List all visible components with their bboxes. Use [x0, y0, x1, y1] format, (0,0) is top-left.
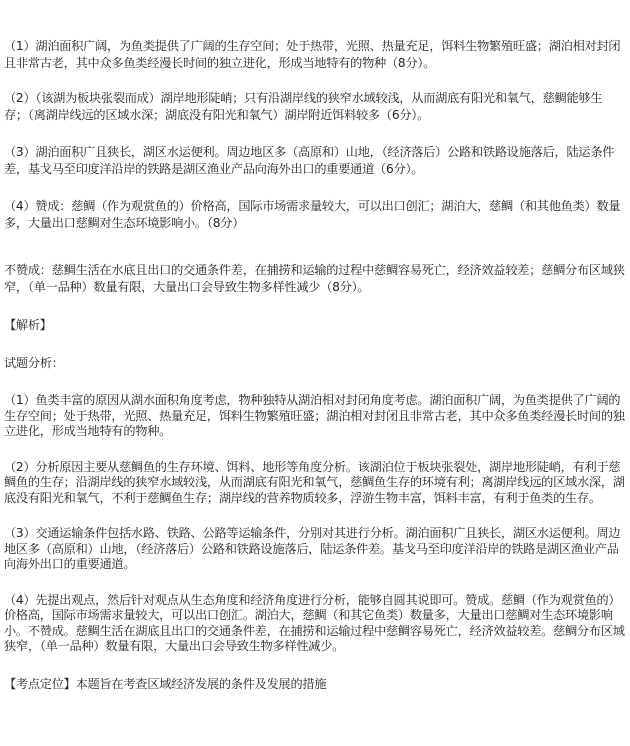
answer-paragraph-5: 不赞成：慈鲷生活在水底且出口的交通条件差，在捕捞和运输的过程中慈鲷容易死亡，经济效益较差；慈鲷分布区域狭窄，（单一品种）数量有限，大量出口会导致生物多样性减少（8分）。: [4, 263, 625, 294]
key-point: 【考点定位】本题旨在考查区域经济发展的条件及发展的措施: [4, 676, 327, 691]
analysis-paragraph-3: （3）交通运输条件包括水路、铁路、公路等运输条件，分别对其进行分析。湖泊面积广且狭长，湖区水运便利。周边地区多（高原和）山地，（经济落后）公路和铁路设施落后，陆运条件差。基戈马至印度洋沿岸的铁路是湖区渔业产品向海外出口的重要通道。: [4, 526, 621, 571]
answer-paragraph-1: （1）湖泊面积广阔，为鱼类提供了广阔的生存空间；处于热带，光照、热量充足，饵料生物繁殖旺盛；湖泊相对封闭且非常古老，其中众多鱼类经漫长时间的独立进化，形成当地特有的物种（8分）。: [4, 39, 621, 70]
analysis-paragraph-1: （1）鱼类丰富的原因从湖水面积角度考虑，物种独特从湖泊相对封闭角度考虑。湖泊面积广阔，为鱼类提供了广阔的生存空间；处于热带，光照、热量充足，饵料生物繁殖旺盛；湖泊相对封闭且非常古老，其中众多鱼类经漫长时间的独立进化，形成当地特有的物种。: [4, 393, 625, 438]
answer-paragraph-2: （2）（该湖为板块张裂而成）湖岸地形陡峭；只有沿湖岸线的狭窄水域较浅，从而湖底有阳光和氧气，慈鲷能够生存；（离湖岸线远的区域水深；湖底没有阳光和氧气）湖岸附近饵料较多（6分）。: [4, 91, 603, 122]
answer-paragraph-4: （4）赞成：慈鲷（作为观赏鱼的）价格高，国际市场需求量较大，可以出口创汇；湖泊大，慈鲷（和其他鱼类）数量多，大量出口慈鲷对生态环境影响小。（8分）: [4, 199, 621, 230]
analysis-header: 【解析】: [4, 318, 52, 332]
analysis-paragraph-2: （2）分析原因主要从慈鲷鱼的生存环境、饵料、地形等角度分析。该湖泊位于板块张裂处，湖岸地形陡峭，有利于慈鲷鱼的生存；沿湖岸线的狭窄水域较浅，从而湖底有阳光和氧气，慈鲷鱼生存的环境有利；离湖岸线远的区域水深，湖底没有阳光和氧气，不利于慈鲷鱼生存；湖岸线的营养物质较多，浮游生物丰富，饵料丰富，有利于鱼类的生存。: [4, 459, 625, 505]
answer-paragraph-3: （3）湖泊面积广且狭长，湖区水运便利。周边地区多（高原和）山地，（经济落后）公路和铁路设施落后，陆运条件差，基戈马至印度洋沿岸的铁路是湖区渔业产品向海外出口的重要通道（6分）。: [4, 145, 615, 176]
analysis-intro: 试题分析：: [4, 356, 64, 370]
analysis-paragraph-4: （4）先提出观点，然后针对观点从生态角度和经济角度进行分析，能够自圆其说即可。赞成。慈鲷（作为观赏鱼的）价格高，国际市场需求量较大，可以出口创汇。湖泊大，慈鲷（和其它鱼类）数量多，大量出口慈鲷对生态环境影响小。不赞成。慈鲷生活在湖底且出口的交通条件差，在捕捞和运输过程中慈鲷容易死亡，经济效益较差。慈鲷分布区域狭窄，（单一品种）数量有限，大量出口会导致生物多样性减少。: [4, 592, 625, 653]
